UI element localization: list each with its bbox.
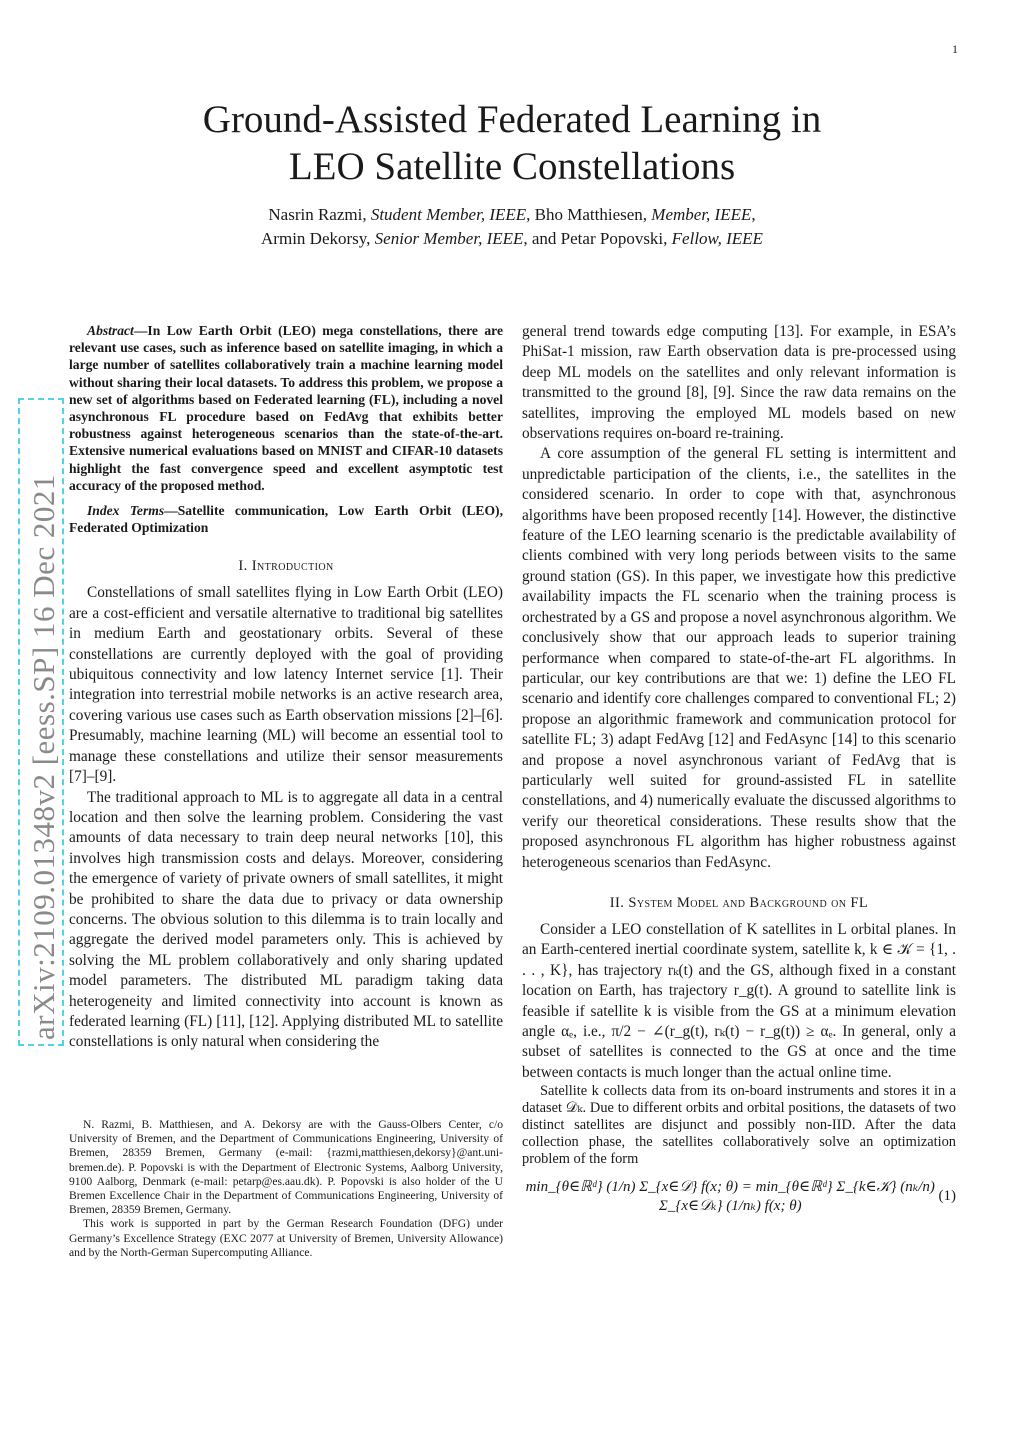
section-heading-system-model: II. System Model and Background on FL bbox=[609, 894, 869, 911]
affiliation-footnote: N. Razmi, B. Matthiesen, and A. Dekorsy are with the Gauss-Olbers Center, c/o University of Bremen, and the Department of Communications Engineering, University of Bremen, 28359 Bremen, Germany (e-mail: {razmi,matthiesen,dekorsy}@ant.uni-bremen.de). P. Popovski is with the Department of Electronic Systems, Aalborg University, 9100 Aalborg, Denmark (e-mail: petarp@es.aau.dk). P. Popovski is also holder of the U Bremen Excellence Chair in the Department of Communications Engineering, University of Bremen, 28359 Bremen, Germany. bbox=[69, 1118, 503, 1217]
footnotes bbox=[69, 1118, 503, 1260]
section-heading-introduction: I. Introduction bbox=[238, 558, 334, 575]
index-terms bbox=[69, 502, 503, 536]
author-2: , Bho Matthiesen, bbox=[526, 205, 648, 224]
author-list bbox=[100, 203, 924, 251]
equation-1-number: (1) bbox=[938, 1187, 956, 1204]
intro-paragraph-4: A core assumption of the general FL setting is intermittent and unpredictable participation of the clients, i.e., the satellites in the considered scenario. In order to cope with that, asynchronous algorithms have been proposed recently [14]. However, the distinctive feature of the LEO learning scenario is the predictable availability of clients combined with very long periods between visits to the same ground station (GS). In this paper, we investigate how this predictive availability impacts the FL scenario when the training process is orchestrated by a GS and propose a novel asynchronous algorithm. We conclusively show that our approach leads to superior training performance when compared to state-of-the-art FL algorithms. In particular, our key contributions are that we: 1) define the LEO FL scenario and identify core challenges compared to conventional FL; 2) propose an algorithmic framework and communication protocol for satellite FL; 3) adapt FedAvg [12] and FedAsync [14] to this scenario and propose a novel asynchronous variant of FedAvg that is particularly well suited for ground-assisted FL in satellite constellations, and 4) numerically evaluate the discussed algorithms to verify our theoretical considerations. These results show that the proposed asynchronous FL algorithm has higher robustness against heterogeneous scenarios than FedAsync. bbox=[522, 445, 956, 871]
abstract-text: —In Low Earth Orbit (LEO) mega constellations, there are relevant use cases, such as inference based on satellite imaging, in which a large number of satellites collaboratively train a machine learning model without sharing their local datasets. To address this problem, we propose a new set of algorithms based on Federated learning (FL), including a novel asynchronous FL procedure based on FedAvg that exhibits better robustness against heterogeneous scenarios than the state-of-the-art. Extensive numerical evaluations based on MNIST and CIFAR-10 datasets highlight the fast convergence speed and excellent asymptotic test accuracy of the proposed method. bbox=[69, 323, 503, 493]
title-line-1: Ground-Assisted Federated Learning in bbox=[202, 98, 822, 141]
system-model-paragraph-2: Satellite k collects data from its on-board instruments and stores it in a dataset 𝒟ₖ. Due to different orbits and orbital positions, the datasets of two distinct satellites are disjunct and possibly non-IID. After the data collection phase, the satellites collaboratively solve an optimization problem of the form bbox=[522, 1083, 956, 1168]
intro-paragraph-3: general trend towards edge computing [13]. For example, in ESA’s PhiSat-1 mission, raw Earth observation data is pre-processed using deep ML models on the satellites and only relevant information is transmitted to the ground [8], [9]. Since the raw data remains on the satellites, improving the employed ML models based on new observations requires on-board re-training. bbox=[522, 323, 956, 443]
equation-1-body: min_{θ∈ℝᵈ} (1/n) Σ_{x∈𝒟} f(x; θ) = min_{θ∈ℝᵈ} Σ_{k∈𝒦} (nₖ/n) Σ_{x∈𝒟ₖ} (1/nₖ) f(x; θ) bbox=[525, 1179, 935, 1215]
author-4-role: Fellow, IEEE bbox=[671, 229, 763, 248]
equation-1 bbox=[522, 1176, 956, 1216]
funding-footnote: This work is supported in part by the German Research Foundation (DFG) under Germany’s Excellence Strategy (EXC 2077 at University of Bremen, University Allowance) and by the North-German Supercomputing Alliance. bbox=[69, 1217, 503, 1259]
author-3: Armin Dekorsy, bbox=[261, 229, 371, 248]
left-column bbox=[69, 322, 503, 1053]
index-terms-label: Index Terms bbox=[87, 503, 165, 519]
abstract-label: Abstract bbox=[87, 323, 134, 338]
right-column bbox=[522, 322, 956, 1216]
index-terms-text: —Satellite communication, Low Earth Orbit (LEO), Federated Optimization bbox=[69, 503, 503, 536]
author-1-role: Student Member, IEEE bbox=[370, 205, 527, 224]
arxiv-identifier-stamp: arXiv:2109.01348v2 [eess.SP] 16 Dec 2021 bbox=[26, 474, 61, 1040]
author-2-end: , bbox=[751, 205, 756, 224]
system-model-paragraph-1: Consider a LEO constellation of K satellites in L orbital planes. In an Earth-centered inertial coordinate system, satellite k, k ∈ 𝒦 = {1, . . . , K}, has trajectory rₖ(t) and the GS, although fixed in a constant location on Earth, has trajectory r_g(t). A ground to satellite link is feasible if satellite k is visible from the GS at a minimum elevation angle αₑ, i.e., π/2 − ∠(r_g(t), rₖ(t) − r_g(t)) ≥ αₑ. In general, only a subset of satellites is connected to the GS at once and the time between contacts is much longer than the actual online time. bbox=[522, 920, 956, 1081]
intro-paragraph-1: Constellations of small satellites flying in Low Earth Orbit (LEO) are a cost-efficient and versatile alternative to traditional big satellites in medium Earth and geostationary orbits. Several of these constellations are currently deployed with the goal of providing ubiquitous connectivity and low latency Internet service [1]. Their integration into terrestrial mobile networks is an active research area, covering various use cases such as Earth observation missions [2]–[6]. Presumably, machine learning (ML) will become an essential tool to manage these constellations and utilize their sensor measurements [7]–[9]. bbox=[69, 584, 503, 786]
author-3-role: Senior Member, IEEE bbox=[374, 229, 524, 248]
title-line-2: LEO Satellite Constellations bbox=[288, 145, 736, 188]
author-4: , and Petar Popovski, bbox=[523, 229, 668, 248]
page-number: 1 bbox=[952, 42, 958, 56]
paper-title bbox=[100, 96, 924, 190]
abstract bbox=[69, 322, 503, 494]
author-1: Nasrin Razmi, bbox=[268, 205, 367, 224]
author-2-role: Member, IEEE bbox=[651, 205, 752, 224]
intro-paragraph-2: The traditional approach to ML is to aggregate all data in a central location and then solve the learning problem. Considering the vast amounts of data necessary to train deep neural networks [10], this involves high transmission costs and delays. Moreover, considering the emergence of variety of private owners of small satellites, it might be prohibited to share the data due to privacy or data ownership concerns. The obvious solution to this dilemma is to train locally and aggregate the derived model parameters only. This is achieved by solving the ML problem collaboratively and only sharing updated model parameters. The distributed ML paradigm taking data heterogeneity and limited connectivity into account is known as federated learning (FL) [11], [12]. Applying distributed ML to satellite constellations is only natural when considering the bbox=[69, 788, 503, 1051]
